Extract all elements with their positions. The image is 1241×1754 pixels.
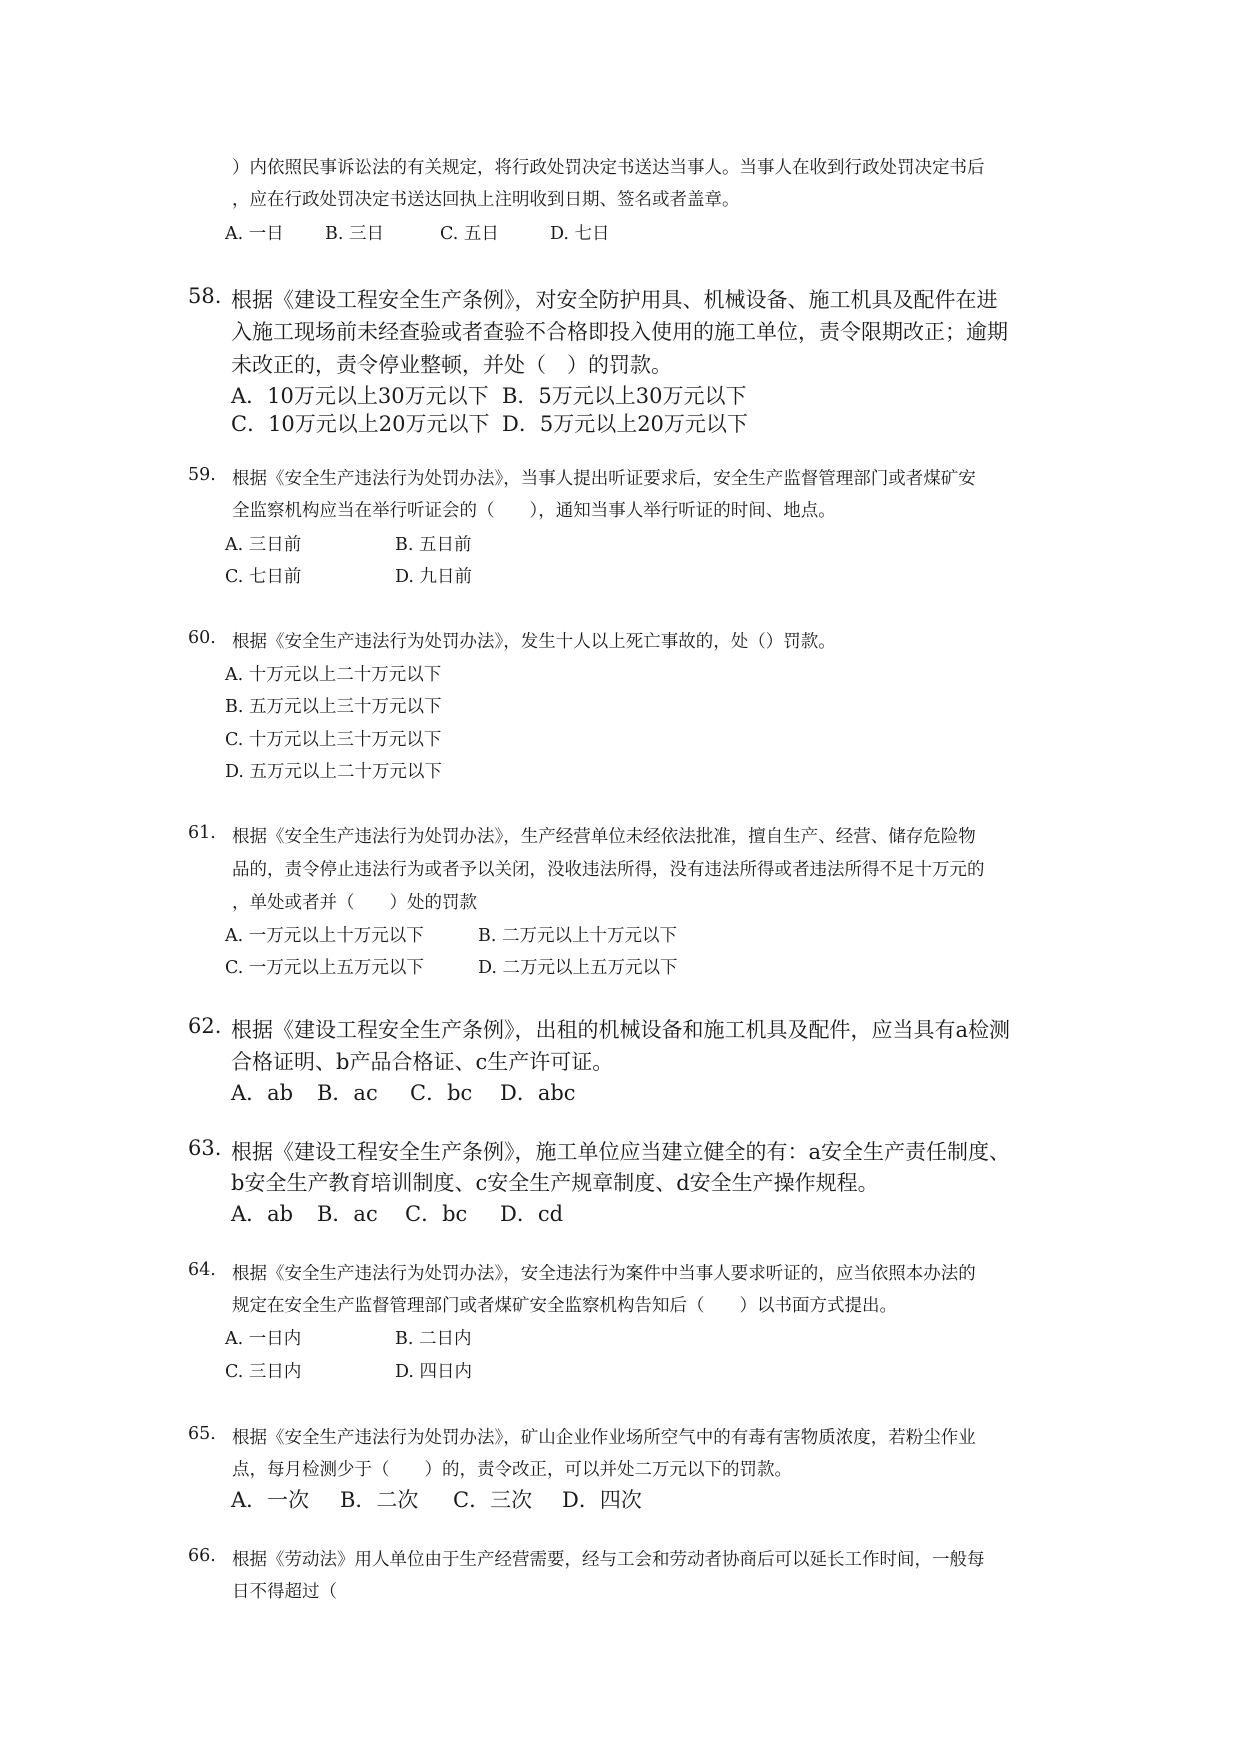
option-c: C. 三日内 [225,1362,302,1382]
option-d: D．abc [500,1081,576,1105]
question-text-line: 根据《建设工程安全生产条例》，施工单位应当建立健全的有：a安全生产责任制度、 [231,1140,1011,1164]
option-b: B. 二万元以上十万元以下 [478,926,677,946]
question-text-line: 根据《建设工程安全生产条例》，出租的机械设备和施工机具及配件，应当具有a检测 [231,1018,1011,1042]
question-text-line: 根据《安全生产违法行为处罚办法》，生产经营单位未经依法批准，擅自生产、经营、储存危险物 [232,827,976,847]
question-text-line: 根据《安全生产违法行为处罚办法》，安全违法行为案件中当事人要求听证的，应当依照本办法的 [232,1264,976,1284]
question-text-line: ，应在行政处罚决定书送达回执上注明收到日期、签名或者盖章。 [232,190,740,210]
option-c: C. 五日 [440,224,499,244]
question-number: 65. [188,1424,216,1444]
question-number: 64. [188,1260,216,1280]
question-text-line: 点，每月检测少于（ ）的，责令改正，可以并处二万元以下的罚款。 [232,1460,792,1480]
option-b: B．ac [317,1081,378,1105]
option-a: A．ab [231,1202,294,1226]
option-a: A. 十万元以上二十万元以下 [225,665,442,685]
option-c: C．bc [410,1081,473,1105]
option-a: A．10万元以上30万元以下 [231,384,489,408]
question-number: 63. [188,1136,222,1160]
option-d: D．四次 [562,1488,642,1512]
option-a: A. 一日内 [225,1329,302,1349]
option-d: D．cd [500,1202,564,1226]
option-c: C．bc [405,1202,468,1226]
option-b: B. 三日 [325,224,384,244]
option-a: A. 一万元以上十万元以下 [225,926,424,946]
option-b: B．5万元以上30万元以下 [502,384,747,408]
option-c: C. 七日前 [225,567,302,587]
question-text-line: ）内依照民事诉讼法的有关规定，将行政处罚决定书送达当事人。当事人在收到行政处罚决定书后 [232,158,985,178]
question-text-line: ，单处或者并（ ）处的罚款 [232,893,477,913]
option-a: A. 三日前 [225,535,302,555]
option-d: D. 五万元以上二十万元以下 [225,762,443,782]
option-c: C. 十万元以上三十万元以下 [225,730,442,750]
option-c: C．10万元以上20万元以下 [231,412,490,436]
question-number: 61. [188,823,216,843]
option-d: D. 二万元以上五万元以下 [478,958,678,978]
question-number: 58. [188,284,222,308]
option-c: C．三次 [453,1488,533,1512]
question-text-line: 品的，责令停止违法行为或者予以关闭，没收违法所得，没有违法所得或者违法所得不足十万元的 [232,860,985,880]
option-a: A．一次 [231,1488,310,1512]
option-b: B. 五万元以上三十万元以下 [225,697,442,717]
question-number: 62. [188,1014,222,1038]
option-b: B．ac [317,1202,378,1226]
question-text-line: 根据《安全生产违法行为处罚办法》，当事人提出听证要求后，安全生产监督管理部门或者煤矿安 [232,469,976,489]
question-text-line: 根据《建设工程安全生产条例》，对安全防护用具、机械设备、施工机具及配件在进 [231,288,998,312]
option-d: D. 七日 [550,224,610,244]
question-text-line: 根据《安全生产违法行为处罚办法》，发生十人以上死亡事故的，处（）罚款。 [232,632,836,652]
option-b: B．二次 [340,1488,419,1512]
option-b: B. 二日内 [395,1329,472,1349]
option-d: D. 九日前 [395,567,473,587]
question-text-line: 规定在安全生产监督管理部门或者煤矿安全监察机构告知后（ ）以书面方式提出。 [232,1296,897,1316]
question-text-line: 合格证明、b产品合格证、c生产许可证。 [231,1050,614,1074]
option-a: A. 一日 [225,224,284,244]
question-text-line: 全监察机构应当在举行听证会的（ ），通知当事人举行听证的时间、地点。 [232,501,836,521]
question-number: 66. [188,1546,216,1566]
question-text-line: 根据《安全生产违法行为处罚办法》，矿山企业作业场所空气中的有毒有害物质浓度，若粉尘作业 [232,1428,976,1448]
question-number: 59. [188,465,216,485]
option-b: B. 五日前 [395,535,472,555]
option-a: A．ab [231,1081,294,1105]
question-text-line: b安全生产教育培训制度、c安全生产规章制度、d安全生产操作规程。 [231,1171,879,1195]
question-text-line: 日不得超过（ [232,1582,337,1602]
question-text-line: 根据《劳动法》用人单位由于生产经营需要，经与工会和劳动者协商后可以延长工作时间，一般每 [232,1550,985,1570]
option-d: D. 四日内 [395,1362,473,1382]
question-text-line: 未改正的，责令停业整顿，并处（ ）的罚款。 [231,353,672,377]
option-c: C. 一万元以上五万元以下 [225,958,424,978]
option-d: D．5万元以上20万元以下 [502,412,748,436]
question-number: 60. [188,628,216,648]
question-text-line: 入施工现场前未经查验或者查验不合格即投入使用的施工单位，责令限期改正；逾期 [231,320,1008,344]
